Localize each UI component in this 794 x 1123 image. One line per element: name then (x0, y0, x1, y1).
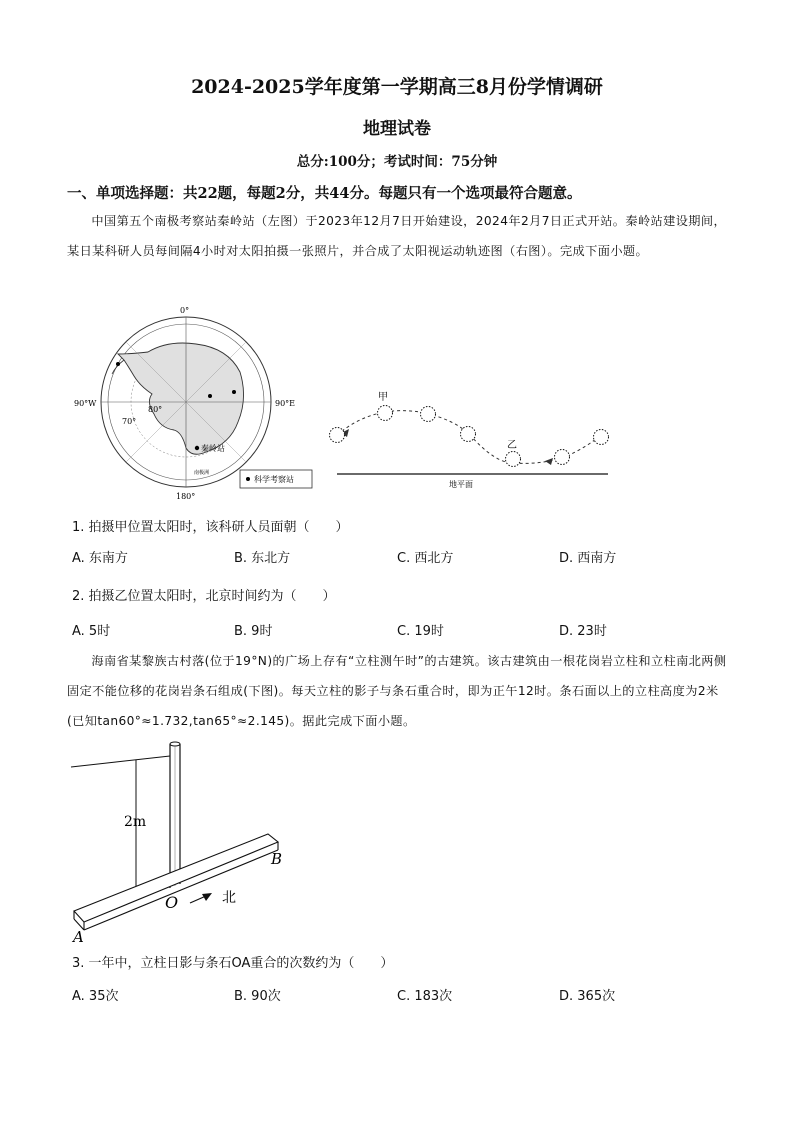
sun-path-diagram (325, 385, 615, 495)
antarctica-map (74, 302, 320, 502)
passage-1: 中国第五个南极考察站秦岭站（左图）于2023年12月7日开始建设，2024年2月7日正式开站。秦岭站建设期间，某日某科研人员每间隔4小时对太阳拍摄一张照片，并合成了太阳视运动轨迹图（右图）。完成下面小题。 (67, 214, 727, 258)
small-map-label: 南极洲 (194, 470, 210, 476)
q2-option-c[interactable]: C. 19时 (397, 624, 444, 639)
label-b: B (271, 850, 283, 868)
station-dot (208, 394, 212, 398)
label-jia: 甲 (378, 392, 388, 403)
exam-subject: 地理试卷 (363, 119, 431, 139)
lon-right-label: 90°E (275, 399, 296, 408)
exam-title: 2024-2025学年度第一学期高三8月份学情调研 (191, 76, 603, 98)
lon-top-label: 0° (180, 306, 190, 315)
question-1: 1. 拍摄甲位置太阳时，该科研人员面朝（ ） (72, 520, 349, 535)
pillar-diagram (66, 738, 306, 948)
lat-70-label: 70° (122, 417, 137, 426)
sun-icons (330, 406, 609, 467)
station-dot (116, 362, 120, 366)
lat-80-label: 80° (148, 405, 163, 414)
height-top-line (71, 756, 170, 767)
q2-option-b[interactable]: B. 9时 (234, 624, 273, 639)
question-2: 2. 拍摄乙位置太阳时，北京时间约为（ ） (72, 589, 336, 604)
label-a: A (73, 928, 84, 946)
exam-meta: 总分:100分；考试时间：75分钟 (296, 154, 498, 170)
legend-label: 科学考察站 (254, 475, 294, 484)
qinling-station-label: 秦岭站 (201, 444, 225, 453)
lon-bottom-label: 180° (176, 492, 196, 501)
passage-2: 海南省某黎族古村落(位于19°N)的广场上存有“立柱测午时”的古建筑。该古建筑由一根花岗岩立柱和立柱南北两侧固定不能位移的花岗岩条石组成(下图)。每天立柱的影子与条石重合时，即为正午12时。条石面以上的立柱高度为2米(已知tan60°≈1.732,tan65°≈2.145)。据此完成下面小题。 (67, 654, 727, 728)
track-arrow (545, 458, 553, 465)
q1-option-a[interactable]: A. 东南方 (72, 551, 128, 566)
horizon-label: 地平面 (449, 480, 473, 489)
q2-option-a[interactable]: A. 5时 (72, 624, 111, 639)
q1-option-c[interactable]: C. 西北方 (397, 551, 454, 566)
q1-option-d[interactable]: D. 西南方 (559, 551, 617, 566)
height-label: 2m (124, 814, 147, 830)
antarctica-landmass (118, 343, 244, 454)
q1-option-b[interactable]: B. 东北方 (234, 551, 291, 566)
q3-option-b[interactable]: B. 90次 (234, 989, 281, 1004)
section-heading: 一、单项选择题：共22题，每题2分，共44分。每题只有一个选项最符合题意。 (67, 185, 582, 202)
q3-option-d[interactable]: D. 365次 (559, 989, 616, 1004)
lon-left-label: 90°W (74, 399, 97, 408)
legend-dot (246, 477, 250, 481)
north-arrow (190, 896, 206, 903)
station-dot (232, 390, 236, 394)
question-3: 3. 一年中，立柱日影与条石OA重合的次数约为（ ） (72, 956, 394, 971)
q3-option-a[interactable]: A. 35次 (72, 989, 119, 1004)
q3-option-c[interactable]: C. 183次 (397, 989, 453, 1004)
label-yi: 乙 (507, 440, 517, 451)
north-label: 北 (222, 890, 236, 906)
station-dot-qinling (195, 446, 199, 450)
label-o: O (165, 893, 179, 912)
q2-option-d[interactable]: D. 23时 (559, 624, 607, 639)
